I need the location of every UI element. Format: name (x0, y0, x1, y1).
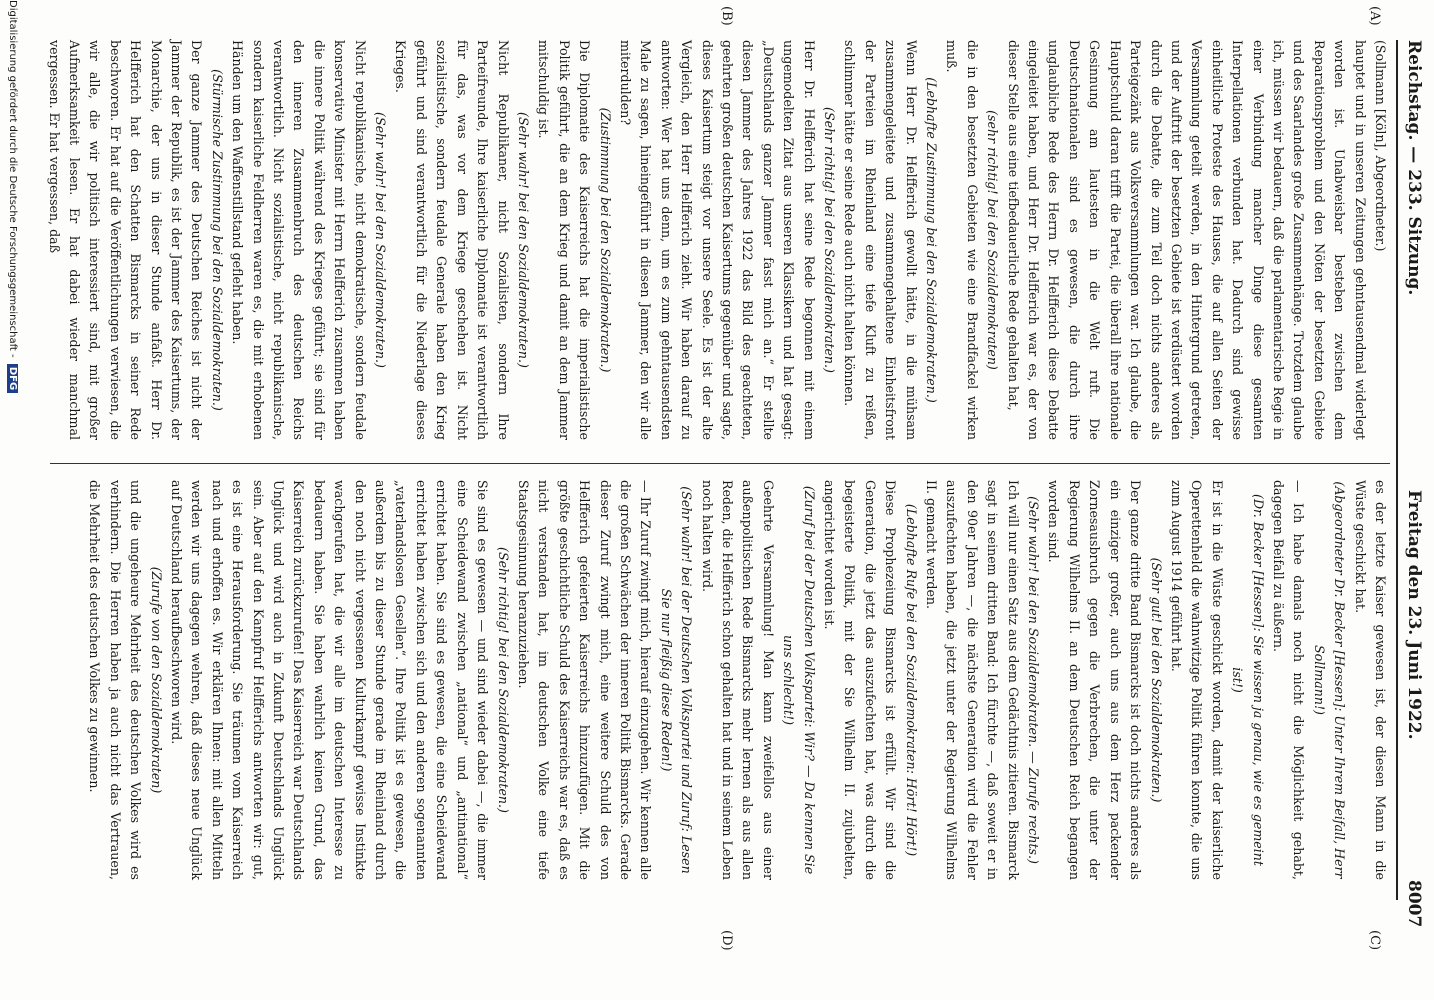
interjection: (Sehr gut! bei den Sozialdemokraten.) (1148, 557, 1164, 803)
margin-marker-b: (B) (719, 6, 734, 26)
interjection: (Zustimmung bei den Sozialdemokraten.) (597, 107, 613, 373)
interjection: (Sehr wahr! bei den Sozialdemokraten.) (373, 112, 389, 368)
header-rule (1396, 40, 1398, 900)
dfg-logo: DFG (7, 364, 18, 393)
paragraph: Wenn Herr Dr. Helfferich gewollt hätte, in die mühsam zusammengeleitete und zusammengehaltene Einheitsfront der Parteien im Rheinland eine tiefe Kluft zu reißen, schlimmer hätte er seine Rede auch nicht halten können. (842, 40, 919, 440)
page-header (1398, 40, 1424, 928)
interjection: (Lebhafte Zustimmung bei den Sozialdemokraten.) (924, 77, 940, 403)
paragraph: Der ganze dritte Band Bismarcks ist doch nichts anderes als ein einziger großer, auch uns aus dem Herz packender Zornesausbruch gegen die Verbrechen, die unter der Regierung Wilhelms II. an dem Deutschen Reich begangen worden sind. (1046, 480, 1144, 880)
paragraph: — Ich habe damals noch nicht die Möglichkeit gehabt, dagegen Beifall zu äußern. (1270, 480, 1307, 880)
margin-marker-c: (C) (1367, 930, 1382, 951)
paragraph: Er ist in die Wüste geschickt worden, damit der kaiserliche Operettenheld die wahnwitzige Politik führen konnte, die uns zum August 1914 geführt hat. (1168, 480, 1225, 880)
footer-text: Digitalisierung gefördert durch die Deutsche Forschungsgemeinschaft - (7, 0, 18, 358)
margin-marker-d: (D) (719, 930, 734, 951)
paragraph: Ich will nur einen Satz aus dem Gedächtnis zitieren. Bismarck sagt in seinem dritten Band: Ich fürchte —, daß soweit er in den 90er Jahren —, die nächste Generation wird die Fehler auszufechten haben, die jetzt unter der Regierung Wilhelms II. gemacht werden. (924, 480, 1021, 880)
column-divider (50, 463, 1390, 464)
interjection: (Zuruf bei der Deutschen Volkspartei: Wir? — Da kennen Sie uns schlecht!) (781, 485, 817, 875)
paragraph: Nicht Republikaner, nicht Sozialisten, sondern Ihre Parteifreunde, Ihre kaiserliche Diplomatie ist verantwortlich für das, was vor dem Kriege geschehen ist. Nicht sozialistische, sondern feudale Generale haben den Krieg geführt und sind verantwortlich für die Niederlage dieses Krieges. (393, 40, 511, 440)
interjection: (Sehr richtig! bei den Sozialdemokraten.) (822, 107, 838, 373)
interjection: (Sehr richtig! bei den Sozialdemokraten.) (495, 547, 511, 813)
paragraph: die in den besetzten Gebieten wie eine Brandfackel wirken muß. (944, 40, 980, 440)
header-session: Reichstag. — 233. Sitzung. (1404, 40, 1424, 296)
digitization-footer (7, 0, 18, 393)
paragraph: (Sollmann [Köln], Abgeordneter.) (1373, 40, 1388, 252)
paragraph: Geehrte Versammlung! Man kann zweifellos aus einer außenpolitischen Rede Bismarcks mehr lernen als aus allen Reden, die Helfferich schon gehalten hat und in seinem Leben noch halten wird. (699, 480, 776, 880)
margin-marker-a: (A) (1367, 6, 1382, 26)
paragraph: Diese Prophezeiung Bismarcks ist erfüllt. Wir sind die Generation, die jetzt das auszufechten hat, was durch die begeisterte Politik, mit der Sie Wilhelm II. zujubelten, angerichtet worden ist. (822, 480, 899, 880)
paragraph: Die Diplomatie des Kaiserreichs hat die imperialistische Politik geführt, die an dem Krieg und damit an dem Jammer mitschuldig ist. (536, 40, 593, 440)
paragraph: Nicht republikanische, nicht demokratische, sondern feudale konservative Minister mit Herrn Helfferich zusammen haben die innere Politik während des Krieges geführt; sie sind für den inneren Zusammenbruch des deutschen Reichs verantwortlich. Nicht sozialistische, nicht republikanische, sondern kaiserliche Feldherren waren es, die mit erhobenen Händen um den Waffenstillstand gefleht haben. (230, 40, 368, 440)
interjection: (Dr. Becker [Hessen]: Sie wissen ja genau, wie es gemeint ist!) (1230, 494, 1266, 866)
interjection: (Stürmische Zustimmung bei den Sozialdemokraten.) (209, 69, 225, 411)
interjection: (Sehr wahr! bei den Sozialdemokraten. — Zurufe rechts.) (1026, 496, 1042, 864)
interjection: (Abgeordneter Dr. Becker [Hessen]: Unter Ihrem Beifall, Herr Sollmann!) (1311, 481, 1348, 879)
paragraph: Der ganze Jammer des Deutschen Reiches ist nicht der Jammer der Republik, es ist der Jammer des Kaisertums, der Monarchie, der uns in dieser Stunde anfaßt. Herr Dr. Helfferich hat den Schatten Bismarcks in seiner Rede beschworen. Er hat auf die Veröffentlichungen verwiesen, die wir alle, die wir politisch interessiert sind, mit großer Aufmerksamkeit lesen. Er hat dabei wieder manchmal vergessen. Er hat vergessen, daß (46, 40, 205, 440)
page-number: 8007 (1404, 880, 1424, 928)
paragraph: hauptet und in unseren Zeitungen gehntausendmal widerlegt worden ist. Unabweisbar besteben zwischen dem Reparationsproblem und den Nöten der besetzten Gebiete und des Saarlandes große Zusammenhänge. Trotzdem glaube ich, müssen wir bedauern, daß die parlamentarische Regie in einer Verbindung mancher Dinge diese gesamten Interpellationen verbunden hat. Dadurch sind gewisse einheitliche Proteste des Hauses, die auf allen Seiten der Versammlung geteilt werden, in den Hintergrund getreten, und der Auftritt der besetzten Gebiete ist verdüstert worden durch die Debatte, die zum Teil doch nichts anderes als Parteigezänk aus Volksversammlungen war. Ich glaube, die Hauptschuld daran trifft die Partei, die überall ihre nationale Gesinnung am lautesten in die Welt ruft. Die Deutschnationalen sind es gewesen, die durch ihre unglaubliche Rede des Herrn Dr. Helfferich diese Debatte eingeleitet haben, und Herr Dr. Helfferich war es, der von dieser Stelle aus eine tiefbedauerliche Rede gehalten hat, (1005, 40, 1368, 440)
right-text-column (84, 480, 1390, 880)
paragraph: — Ihr Zuruf zwingt mich, hierauf einzugehen. Wir kennen alle die großen Schwächen der inneren Politik Bismarcks. Gerade dieser Zuruf zwingt mich, eine weitere Schuld des von Helfferich gefeierten Kaiserreichs hinzuzufügen. Mit die größte geschichtliche Schuld des Kaiserreichs war es, daß es nicht verstanden hat, im deutschen Volke eine tiefe Staatsgesinnung heranzuziehen. (515, 480, 654, 880)
paragraph: Herr Dr. Helfferich hat seine Rede begonnen mit einem ungemodelten Zitat aus unseren Klassikern und hat gesagt: „Deutschlands ganzer Jammer fasst mich an.“ Er stellte diesen Jammer des Jahres 1922 das Bild des geachteten, geehrten großen deutschen Kaisertums gegenüber und sagte, dieses Kaisertum steigt vor unsere Seele. Es ist der alte Vergleich, den Herr Helfferich zieht. Wir haben darauf zu antworten: Wer hat uns denn, um es zum gehntausendsten Male zu sagen, hineingeführt in diesen Jammer, den wir alle miterdulden? (617, 40, 817, 440)
paragraph: es der letzte Kaiser gewesen ist, der diesen Mann in die Wüste geschickt hat. (1352, 480, 1388, 880)
paragraph: und die ungeheure Mehrheit des deutschen Volkes wird es verhindern. Die Herren haben ja auch nicht das Vertrauen, die Mehrheit des deutschen Volkes zu gewinnen. (87, 480, 144, 880)
interjection: (Lebhafte Rufe bei den Sozialdemokraten: Hört! Hört!) (903, 503, 919, 857)
interjection: (Sehr wahr! bei den Sozialdemokraten.) (515, 112, 531, 368)
interjection: (Sehr wahr! bei der Deutschen Volkspartei und Zuruf: Lesen Sie nur fleißig diese Reden!) (658, 486, 695, 874)
interjection: (sehr richtig! bei den Sozialdemokraten) (985, 110, 1001, 370)
paragraph: Sie sind es gewesen — und sind wieder dabei —, die immer eine Scheidewand zwischen „national“ und „antinational“ errichtet haben. Sie sind es gewesen, die eine Scheidewand errichtet haben zwischen sich und den anderen sogenannten „vaterlandslosen Gesellen“. Ihre Politik ist es gewesen, die außerdem bis zu dieser Stunde gerade im Rheinland durch den noch nicht vergessenen Kulturkampf gewisse Instinkte wachgerufen hat, die wir alle im deutschen Interesse zu bedauern haben. Sie haben wahrlich keinen Grund, das Kaiserreich zurückzurufen! Das Kaiserreich war Deutschlands Unglück und wird auch in Zukunft Deutschlands Unglück sein. Aber auf den Kampfruf Helfferichs antworten wir: gut, es ist eine Herausforderung. Sie träumen vom Kaiserreich nach und erhoffen es. Wir erklären Ihnen: mit allen Mitteln werden wir uns dagegen wehren, daß dieses neue Unglück auf Deutschland heraufbeschworen wird. (169, 480, 491, 880)
interjection: (Zurufe von den Sozialdemokraten) (148, 566, 164, 794)
header-date: Freitag den 23. Juni 1922. (1404, 490, 1424, 740)
left-text-column (43, 40, 1390, 440)
